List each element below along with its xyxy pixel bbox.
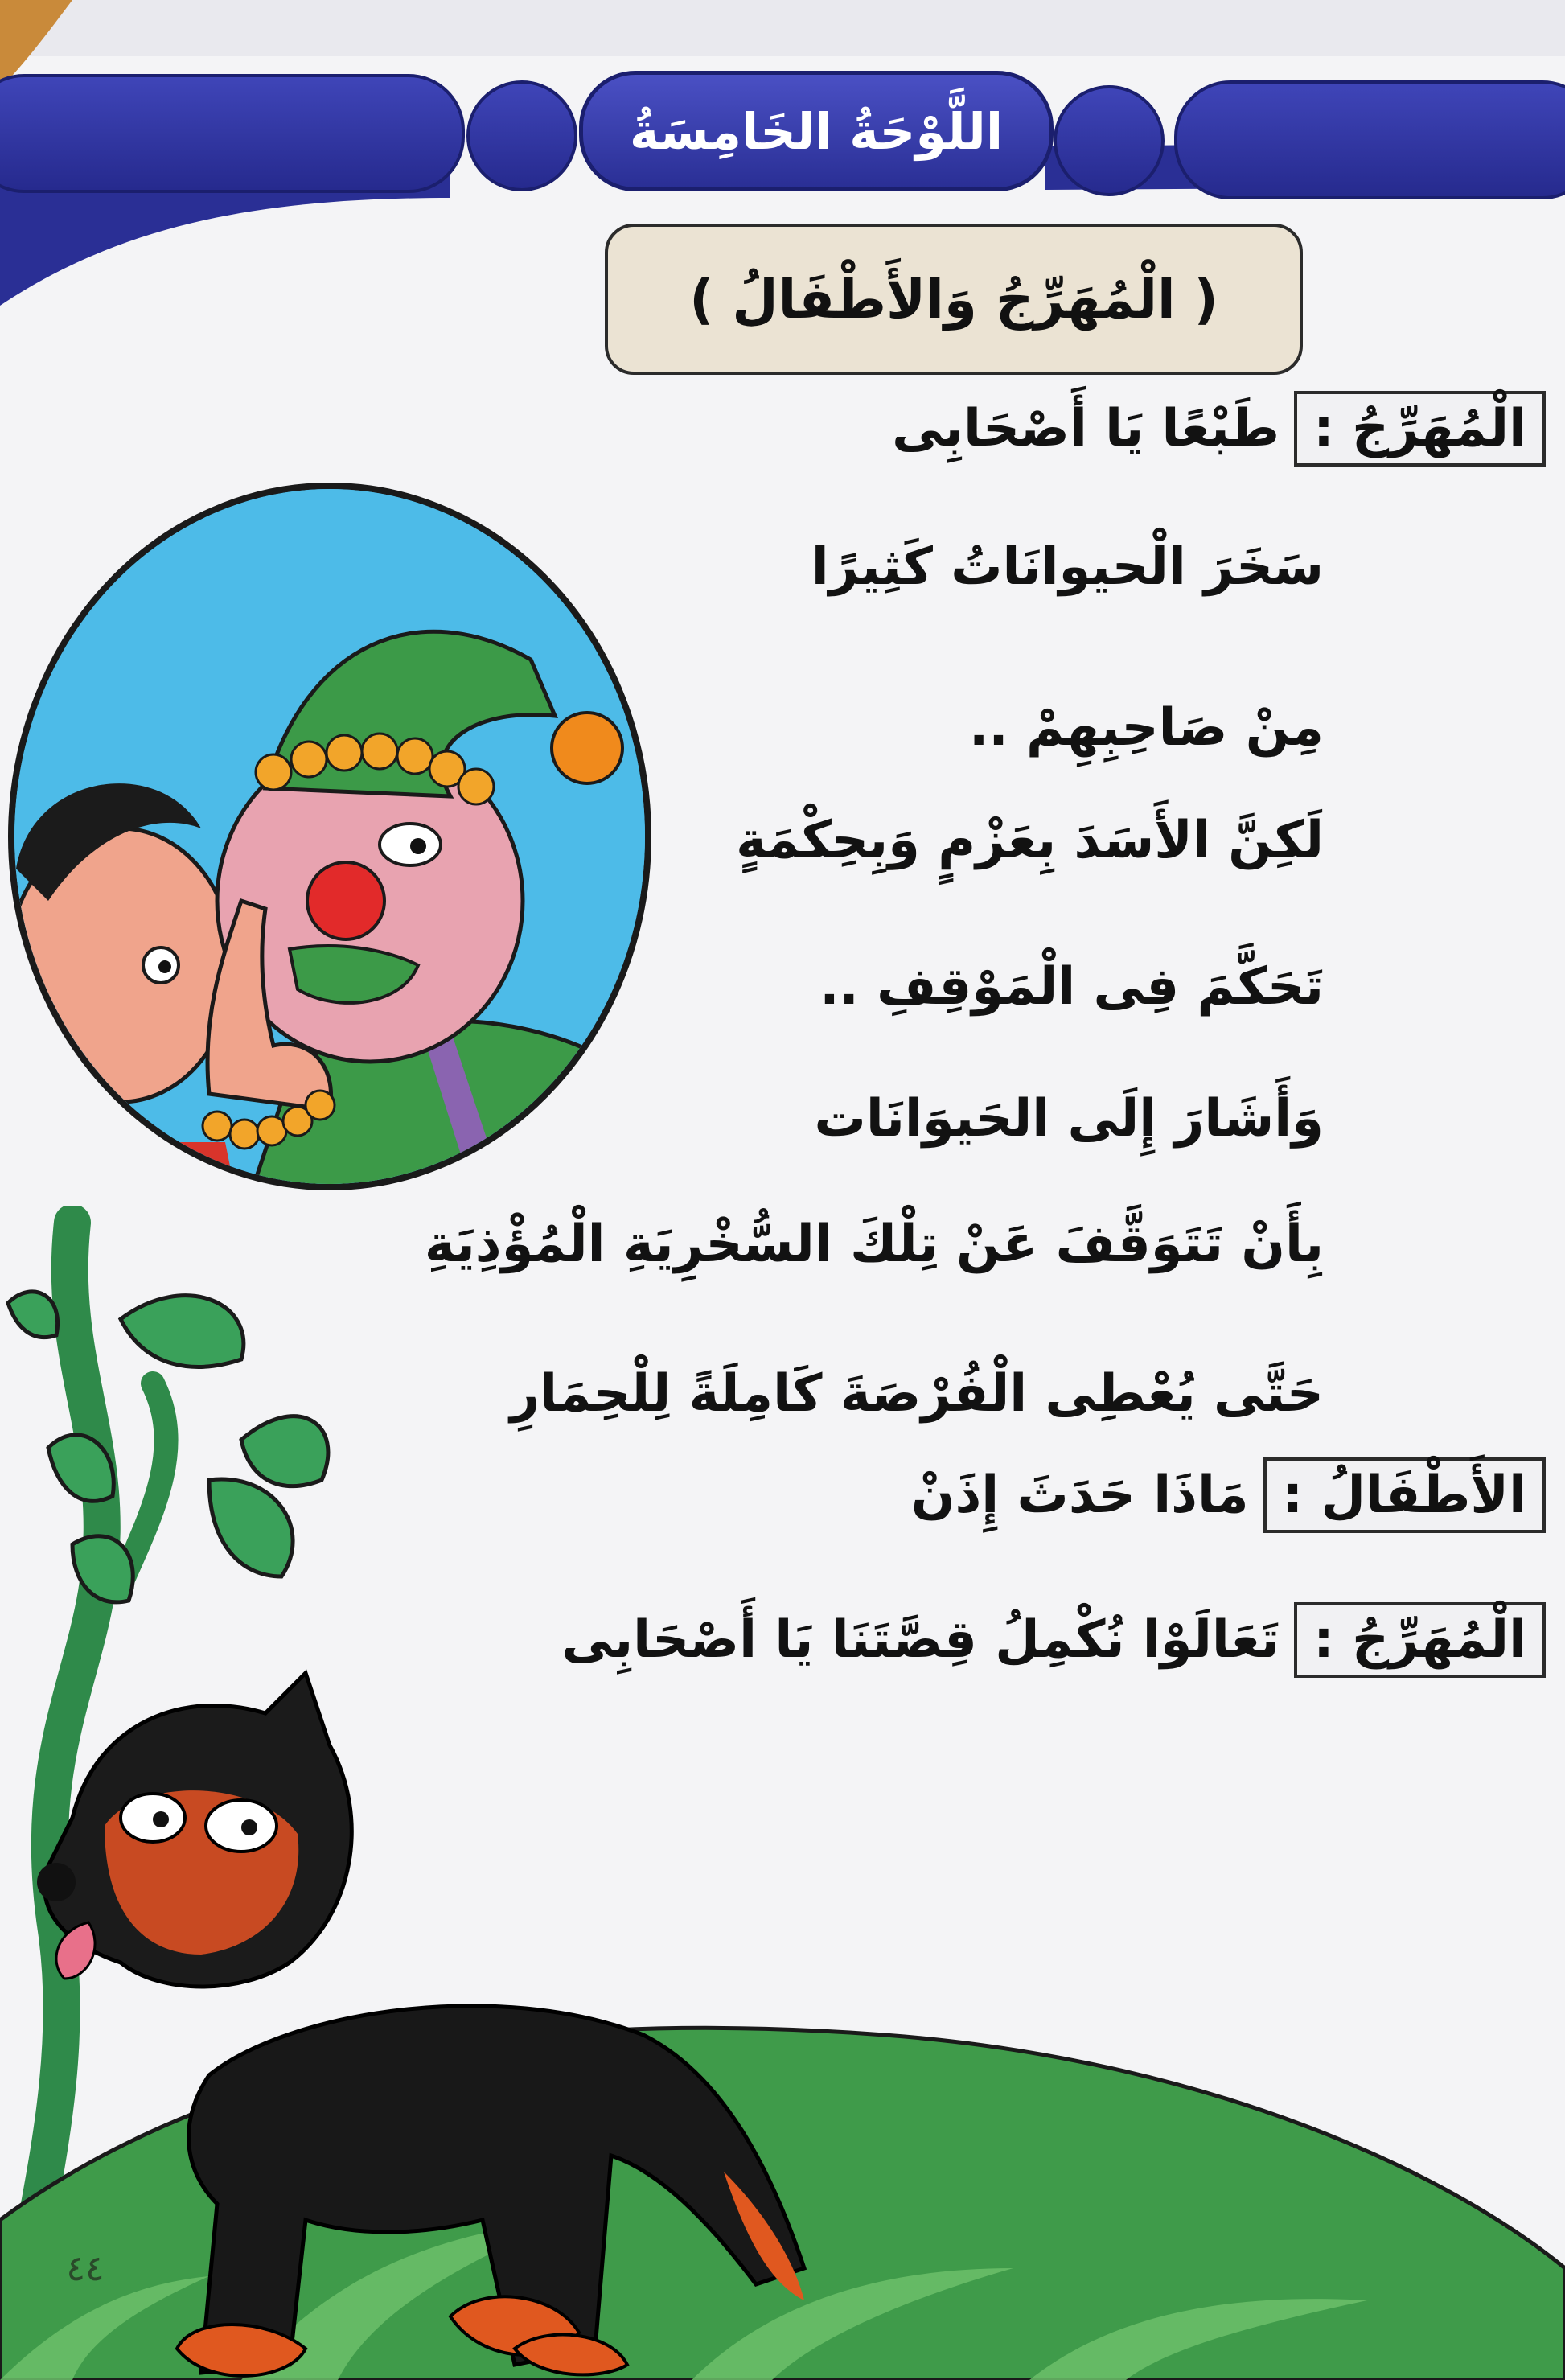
subtitle-box — [605, 224, 1303, 375]
wolf-on-hill-illustration — [0, 1657, 1565, 2380]
header-circle-right — [1054, 85, 1165, 196]
page-number: ٤٤ — [66, 2247, 105, 2289]
speech-line-1: طَبْعًا يَا أَصْحَابِى — [892, 399, 1280, 458]
header-right-pill — [1174, 80, 1565, 199]
speaker-label-children: الأَطْفَالُ : — [1263, 1457, 1546, 1533]
speaker-label-clown-2: الْمُهَرِّجُ : — [1294, 1602, 1546, 1678]
speaker-label-clown: الْمُهَرِّجُ : — [1294, 391, 1546, 467]
narrative-line: حَتَّى يُعْطِى الْفُرْصَةَ كَامِلَةً لِلْحِمَارِ — [510, 1364, 1324, 1424]
narrative-line: سَخَرَ الْحيوانَاتُ كَثِيرًا — [811, 537, 1324, 597]
clown-and-boy-illustration — [0, 450, 659, 1223]
speech-line-2: مَاذَا حَدَثَ إِذَنْ — [910, 1465, 1249, 1525]
narrative-line: مِنْ صَاحِبِهِمْ .. — [969, 698, 1324, 758]
narrative-line: تَحَكَّمَ فِى الْمَوْقِفِ .. — [819, 957, 1324, 1017]
header-left-pill — [0, 74, 465, 193]
page-title-pill — [579, 71, 1054, 191]
speech-line-3: تَعَالَوْا نُكْمِلُ قِصَّتَنَا يَا أَصْحَابِى — [561, 1610, 1280, 1670]
page-title: اللَّوْحَةُ الخَامِسَةُ — [629, 101, 1004, 161]
dialogue-row-1 — [892, 391, 1546, 467]
narrative-line: لَكِنَّ الأَسَدَ بِعَزْمٍ وَبِحِكْمَةٍ — [736, 811, 1324, 870]
header-circle-left — [466, 80, 577, 191]
subtitle-text: ( الْمُهَرِّجُ وَالأَطْفَالُ ) — [689, 268, 1218, 331]
dialogue-row-2 — [911, 1457, 1546, 1533]
narrative-line: وَأَشَارَ إِلَى الحَيوَانَات — [814, 1089, 1324, 1149]
narrative-line: بِأَنْ تَتَوَقَّفَ عَنْ تِلْكَ السُّخْرِيَةِ الْمُؤْذِيَةِ — [424, 1215, 1324, 1274]
